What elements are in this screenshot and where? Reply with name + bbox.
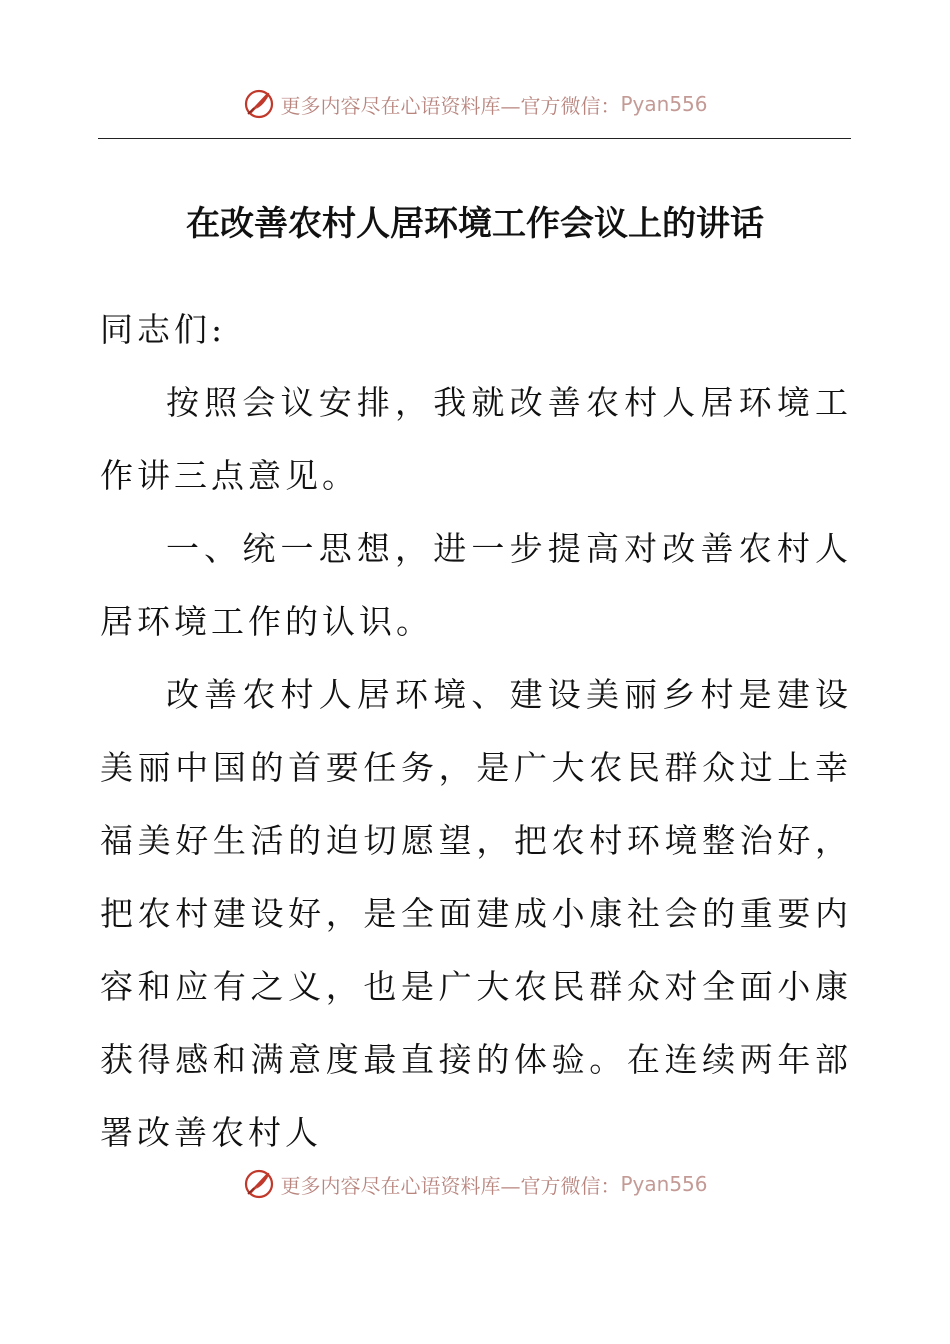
document-body xyxy=(100,293,852,1169)
paragraph: 改善农村人居环境、建设美丽乡村是建设美丽中国的首要任务，是广大农民群众过上幸福美好生活的迫切愿望，把农村环境整治好，把农村建设好，是全面建成小康社会的重要内容和应有之义，也是广大农民群众对全面小康获得感和满意度最直接的体验。在连续两年部署改善农村人 xyxy=(100,675,852,1152)
salutation: 同志们: xyxy=(100,310,227,349)
footer-banner-text: 更多内容尽在心语资料库—官方微信： xyxy=(280,1173,621,1198)
header-banner xyxy=(0,84,950,124)
footer-banner xyxy=(0,1164,950,1204)
header-divider xyxy=(98,138,851,139)
section-heading: 一、统一思想，进一步提高对改善农村人居环境工作的认识。 xyxy=(100,529,852,641)
header-banner-text: 更多内容尽在心语资料库—官方微信： xyxy=(280,93,621,118)
quill-pen-logo-icon xyxy=(242,1167,276,1201)
paragraph: 按照会议安排，我就改善农村人居环境工作讲三点意见。 xyxy=(100,383,852,495)
footer-wechat-id: Pyan556 xyxy=(620,1172,708,1196)
header-wechat-id: Pyan556 xyxy=(620,92,708,116)
document-title: 在改善农村人居环境工作会议上的讲话 xyxy=(186,204,764,244)
quill-pen-logo-icon xyxy=(242,87,276,121)
